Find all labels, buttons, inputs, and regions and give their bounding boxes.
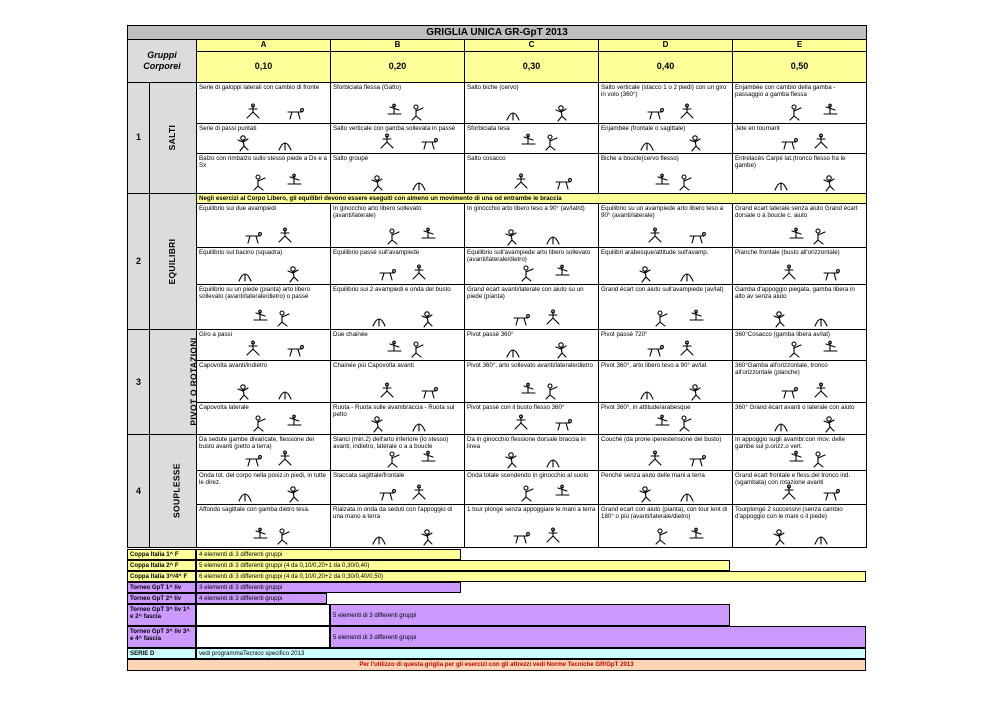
element-label: Salto biche (cervo) (467, 84, 519, 91)
element-label: Pivot 360°, in attitude/arabesque (601, 404, 691, 412)
element-cell (197, 361, 331, 403)
element-figure-icon (197, 265, 330, 283)
element-figure-icon (599, 265, 732, 283)
element-figure-icon (599, 341, 732, 359)
element-label: Equilibrio sui 2 avampiedi e onda del busto (333, 286, 451, 294)
element-figure-icon (331, 104, 464, 122)
element-cell (733, 154, 867, 194)
level-row (127, 604, 866, 626)
element-label: Equilibrio passé sull'avampiede (333, 249, 420, 257)
element-label: Couché (da prone iperestensione del busto) (601, 436, 722, 444)
level-row (127, 582, 866, 593)
group-number: 4 (128, 435, 150, 548)
level-label: Torneo GpT 2^ liv (127, 593, 196, 604)
element-label: Equilibri arabesque/attitude sull'avamp. (601, 249, 709, 257)
element-figure-icon (331, 383, 464, 401)
element-cell (465, 124, 599, 154)
element-label: Slanci (min.2) dell'arto inferiore (lo stesso) avanti, indietro, laterale o a a boucle (333, 436, 449, 451)
column-value: 0,30 (465, 52, 599, 83)
groups-body (128, 83, 867, 548)
element-label: Salto groupé (333, 155, 369, 162)
level-label: Torneo GpT 3^ liv 1^ e 2^ fascia (127, 604, 196, 626)
level-row (127, 549, 866, 560)
element-label: Tourplongé 2 successivi (senza cambio d'appoggio con le mani o il piede) (735, 506, 843, 521)
element-cell (331, 435, 465, 471)
element-figure-icon (733, 451, 866, 469)
element-cell (465, 505, 599, 548)
element-figure-icon (599, 104, 732, 122)
element-cell (197, 435, 331, 471)
element-cell (465, 435, 599, 471)
element-figure-icon (465, 228, 598, 246)
element-label: Salto verticale con gamba sollevata in passé (333, 125, 456, 132)
element-cell (599, 361, 733, 403)
element-label: Due chainée (333, 331, 368, 339)
element-label: Equilibrio sul bacino (squadra) (199, 249, 283, 257)
level-requirement-bar: 4 elementi di 3 differenti gruppi (196, 593, 327, 604)
element-cell (733, 285, 867, 330)
element-cell (599, 471, 733, 505)
element-cell (599, 285, 733, 330)
element-cell (331, 403, 465, 435)
element-cell (465, 330, 599, 361)
element-cell (331, 248, 465, 285)
group-name-label: SALTI (167, 124, 178, 151)
element-cell (331, 83, 465, 124)
element-figure-icon (599, 415, 732, 433)
grid-table (127, 25, 867, 548)
element-label: Grand ecart con aiuto (pianta), con tour lent di 180° o più (avanti/laterale/dietro) (601, 506, 728, 521)
element-cell (331, 204, 465, 248)
element-figure-icon (331, 415, 464, 433)
element-label: Grand écart laterale senza aiuto Grand écart dorsale o a boucle c. aiuto (735, 205, 858, 220)
element-figure-icon (197, 485, 330, 503)
level-requirement-bar: vedi programmaTecnico specifico 2013 (196, 648, 866, 659)
level-row (127, 560, 866, 571)
element-figure-icon (331, 265, 464, 283)
element-figure-icon (331, 174, 464, 192)
element-label: Serie di passi puntati (199, 125, 257, 132)
element-figure-icon (331, 228, 464, 246)
element-figure-icon (197, 104, 330, 122)
element-figure-icon (197, 383, 330, 401)
group-name-label: SOUPLESSE (171, 463, 182, 519)
element-figure-icon (733, 174, 866, 192)
element-label: Capovolta laterale (199, 404, 249, 412)
element-figure-icon (733, 485, 866, 503)
element-figure-icon (331, 134, 464, 152)
element-figure-icon (733, 341, 866, 359)
element-figure-icon (465, 104, 598, 122)
level-requirement-bar: 4 elementi di 3 differenti gruppi (196, 549, 461, 560)
group-name-label: PIVOT O ROTAZIONI (188, 337, 199, 426)
group-name (150, 330, 197, 435)
element-cell (465, 248, 599, 285)
group-number: 2 (128, 194, 150, 330)
element-label: Entrelacès Carpé lat.(tronco flesso fra le gambe) (735, 155, 846, 170)
column-letter: C (465, 40, 599, 52)
element-label: Equilibrio su un piede (pianta) arto libero sollevato (avanti/laterale/dietro) o passé (199, 286, 311, 301)
element-label: Sforbiciata tesa (467, 125, 510, 132)
element-cell (331, 471, 465, 505)
element-figure-icon (465, 134, 598, 152)
element-cell (733, 124, 867, 154)
level-row (127, 571, 866, 582)
element-label: Capovolta avanti/indietro (199, 362, 268, 370)
element-label: Pivot passé con il busto flesso 360° (467, 404, 565, 412)
level-label: Torneo GpT 3^ liv 3^ e 4^ fascia (127, 626, 196, 648)
element-cell (197, 285, 331, 330)
element-label: Pivot 360°, arto libero teso a 90° av/lat (601, 362, 707, 370)
element-figure-icon (331, 341, 464, 359)
element-label: 360° Grand écart avanti o laterale con aiuto (735, 404, 855, 412)
element-label: Balzo con rimbalzo sullo stesso piede a Dx e a Sx (199, 155, 327, 170)
element-label: Biche a boucle(cervo flesso) (601, 155, 679, 162)
element-cell (733, 83, 867, 124)
element-figure-icon (599, 383, 732, 401)
element-cell (465, 285, 599, 330)
element-cell (331, 330, 465, 361)
level-spacer (196, 626, 330, 648)
element-label: 360°Gamba all'orizzontale, tronco all'orizzontale (planche) (735, 362, 828, 377)
element-label: In ginocchio arto libero sollevato (avanti/laterale) (333, 205, 422, 220)
element-label: Onda totale scendendo in ginocchio al suolo (467, 472, 589, 480)
element-label: Pivot passé 360° (467, 331, 514, 339)
element-cell (599, 505, 733, 548)
element-label: Enjambée con cambio della gamba - passaggio a gamba flessa (735, 84, 836, 99)
element-figure-icon (733, 104, 866, 122)
group-name (150, 435, 197, 548)
element-cell (331, 124, 465, 154)
element-figure-icon (733, 528, 866, 546)
level-spacer (196, 604, 330, 626)
element-cell (733, 403, 867, 435)
element-cell (465, 154, 599, 194)
element-figure-icon (733, 265, 866, 283)
element-figure-icon (465, 174, 598, 192)
element-figure-icon (599, 174, 732, 192)
element-label: In ginocchio arto libero teso a 90° (av/lat/d) (467, 205, 585, 213)
column-letter: A (197, 40, 331, 52)
column-letter: D (599, 40, 733, 52)
element-label: Jete en tournant (735, 125, 780, 132)
group-name (150, 83, 197, 194)
column-letter: E (733, 40, 867, 52)
column-letter: B (331, 40, 465, 52)
group-number: 3 (128, 330, 150, 435)
element-figure-icon (331, 310, 464, 328)
element-cell (733, 330, 867, 361)
level-requirement-bar: 3 elementi di 3 differenti gruppi (196, 582, 461, 593)
levels-section (127, 549, 866, 674)
level-label: Coppa Italia 1^ F (127, 549, 196, 560)
element-cell (733, 204, 867, 248)
level-label: Coppa Italia 3^/4^ F (127, 571, 196, 582)
element-figure-icon (465, 310, 598, 328)
element-cell (733, 505, 867, 548)
element-cell (197, 248, 331, 285)
element-cell (733, 471, 867, 505)
element-figure-icon (197, 451, 330, 469)
element-label: Equilibrio sui due avampiedi (199, 205, 277, 213)
element-label: Da sedute gambe divaricate, flessione del busto avanti (petto a terra) (199, 436, 314, 451)
element-figure-icon (599, 451, 732, 469)
level-requirement-bar: 5 elementi di 3 differenti gruppi (330, 604, 730, 626)
element-label: Grand écart con aiuto sull'avampiede (av/lat) (601, 286, 724, 294)
group-name (150, 194, 197, 330)
element-label: In appoggio sugli avambr.con mov. delle gambe sul p.orizz.o vert. (735, 436, 845, 451)
element-cell (465, 83, 599, 124)
level-requirement-bar: 5 elementi di 3 differenti gruppi (330, 626, 866, 648)
element-figure-icon (733, 134, 866, 152)
element-figure-icon (197, 134, 330, 152)
column-value: 0,40 (599, 52, 733, 83)
element-figure-icon (599, 528, 732, 546)
element-cell (733, 435, 867, 471)
element-label: Serie di galoppi laterali con cambio di fronte (199, 84, 320, 91)
page-title: GRIGLIA UNICA GR-GpT 2013 (128, 26, 867, 40)
element-figure-icon (733, 415, 866, 433)
element-figure-icon (465, 528, 598, 546)
element-cell (599, 248, 733, 285)
element-figure-icon (465, 485, 598, 503)
element-cell (331, 285, 465, 330)
element-cell (197, 330, 331, 361)
element-figure-icon (197, 310, 330, 328)
element-cell (197, 204, 331, 248)
element-label: Rialzata in onda da seduti con l'appoggio di una mano a terra (333, 506, 453, 521)
element-figure-icon (197, 415, 330, 433)
level-label: Coppa Italia 2^ F (127, 560, 196, 571)
element-cell (599, 403, 733, 435)
element-figure-icon (599, 228, 732, 246)
element-label: Onda tot. del corpo nella posiz.in piedi, in tutte le direz. (199, 472, 326, 487)
column-value: 0,20 (331, 52, 465, 83)
element-label: Pivot passé 720° (601, 331, 648, 339)
element-cell (197, 83, 331, 124)
element-cell (465, 361, 599, 403)
element-label: Salto verticale (stacco 1 o 2 piedi) con un giro in volo (360°) (601, 84, 727, 99)
level-row (127, 648, 866, 659)
element-figure-icon (465, 451, 598, 469)
element-label: Penché senza aiuto delle mani a terra (601, 472, 705, 480)
element-figure-icon (197, 528, 330, 546)
element-figure-icon (599, 134, 732, 152)
element-figure-icon (197, 228, 330, 246)
gruppi-header: Gruppi Corporei (128, 40, 197, 83)
element-cell (599, 330, 733, 361)
level-label: SERIE D (127, 648, 196, 659)
element-cell (599, 435, 733, 471)
element-figure-icon (465, 265, 598, 283)
element-label: Staccata sagittale/frontale (333, 472, 405, 480)
level-label: Torneo GpT 1^ liv (127, 582, 196, 593)
element-figure-icon (331, 451, 464, 469)
element-label: Grand écart avanti/laterale con aiuto su un piede (pianta) (467, 286, 584, 301)
group-note: Negli esercizi al Corpo Libero, gli equilibri devono essere eseguiti con almeno un movimento di una od entrambe le braccia (197, 194, 867, 204)
element-label: Grand écart frontale e fless.del tronco ind.(sgambata) con rotazione avanti (735, 472, 851, 487)
element-label: Equilibrio su un avampiede arto libero teso a 90° (avanti/laterale) (601, 205, 724, 220)
element-figure-icon (599, 310, 732, 328)
element-label: Affondo sagittale con gamba dietro tesa. (199, 506, 310, 514)
level-requirement-bar: 5 elementi di 3 differenti gruppi (4 da 0,10/0,20+1 da 0,30/0,40) (196, 560, 730, 571)
element-label: Enjambée (frontale o sagittale) (601, 125, 686, 132)
element-cell (197, 505, 331, 548)
element-figure-icon (733, 228, 866, 246)
element-label: Chainée più Capovolta avanti (333, 362, 414, 370)
level-row (127, 626, 866, 648)
element-cell (465, 471, 599, 505)
element-figure-icon (465, 341, 598, 359)
element-label: Planche frontale (busto all'orizzontale) (735, 249, 840, 257)
element-label: Sforbiciata flessa (Gatto) (333, 84, 402, 91)
element-figure-icon (331, 485, 464, 503)
element-figure-icon (197, 174, 330, 192)
element-cell (599, 154, 733, 194)
element-label: Gamba d'appoggio piegata, gamba libera in alto av senza aiuto (735, 286, 855, 301)
element-label: Da in ginocchio flessione dorsale braccia in linea (467, 436, 586, 451)
element-cell (465, 204, 599, 248)
element-cell (733, 248, 867, 285)
element-label: Ruota - Ruota sulle avambraccia - Ruota sul petto (333, 404, 455, 419)
element-figure-icon (465, 415, 598, 433)
element-figure-icon (465, 383, 598, 401)
level-requirement-bar: 6 elementi di 3 differenti gruppi (4 da 0,10/0,20+2 da 0,30/0,40/0,50) (196, 571, 866, 582)
element-cell (197, 154, 331, 194)
element-label: 1 tour plongé senza appoggiare le mani a terra (467, 506, 596, 514)
element-cell (197, 403, 331, 435)
column-value: 0,50 (733, 52, 867, 83)
element-cell (197, 124, 331, 154)
element-cell (599, 124, 733, 154)
element-cell (331, 154, 465, 194)
element-cell (331, 361, 465, 403)
element-cell (331, 505, 465, 548)
element-cell (733, 361, 867, 403)
element-label: Salto cosacco (467, 155, 506, 162)
element-figure-icon (733, 310, 866, 328)
level-row (127, 593, 866, 604)
element-figure-icon (599, 485, 732, 503)
element-figure-icon (733, 383, 866, 401)
element-figure-icon (197, 341, 330, 359)
element-label: Giro a passi (199, 331, 233, 339)
element-label: Pivot 360°, arto sollevato avanti/laterale/dietro (467, 362, 593, 370)
element-cell (599, 204, 733, 248)
footer-note: Per l'utilizzo di questa griglia per gli esercizi con gli attrezzi vedi Norme Tecniche GR/GpT 2013 (127, 659, 866, 671)
element-cell (197, 471, 331, 505)
element-figure-icon (331, 528, 464, 546)
group-name-label: EQUILIBRI (167, 238, 178, 284)
element-label: 360°Cosacco (gamba libera av/lat) (735, 331, 830, 339)
element-label: Equilibrio sull'avampiede arto libero sollevato (avanti/laterale/dietro) (467, 249, 591, 264)
column-value: 0,10 (197, 52, 331, 83)
group-number: 1 (128, 83, 150, 194)
element-cell (465, 403, 599, 435)
element-cell (599, 83, 733, 124)
